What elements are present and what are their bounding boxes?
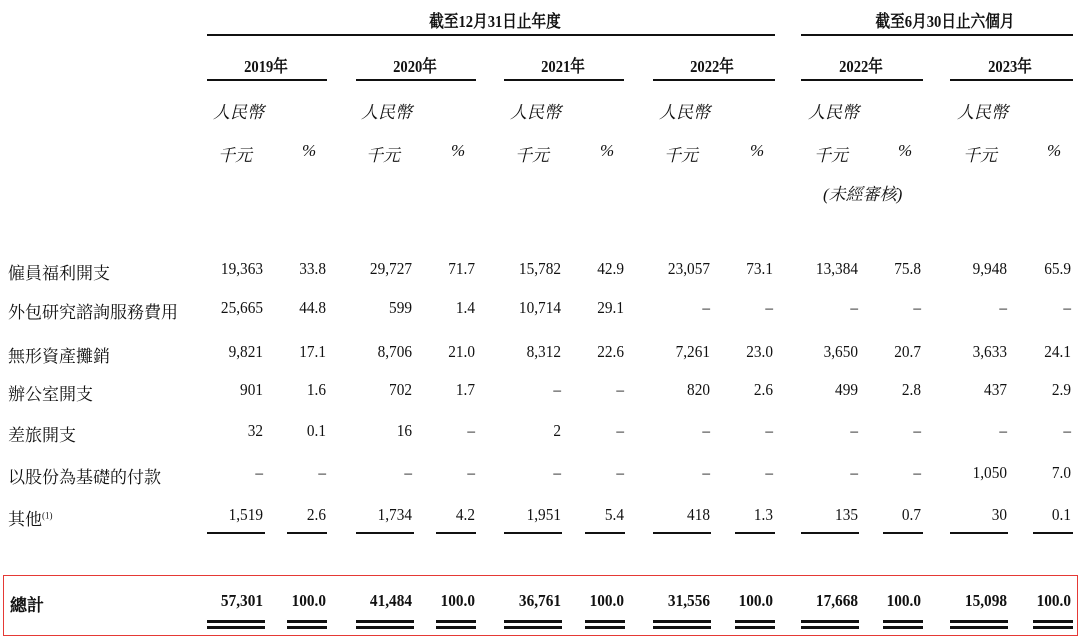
year-header: 2022年 — [839, 57, 883, 76]
percent-cell: 2.9 — [1051, 380, 1071, 399]
total-double-rule — [287, 626, 327, 629]
unit-header: 千元 — [664, 146, 698, 165]
percent-cell: 23.0 — [746, 342, 773, 361]
total-double-rule — [356, 620, 414, 623]
pct-header: % — [600, 141, 615, 160]
amount-cell: 437 — [984, 380, 1007, 399]
amount-cell: 9,821 — [228, 342, 263, 361]
amount-cell: 23,057 — [667, 259, 710, 278]
subtotal-rule — [585, 532, 625, 534]
amount-cell: 7,261 — [675, 342, 710, 361]
percent-cell: 73.1 — [746, 259, 773, 278]
total-double-rule — [801, 620, 859, 623]
pct-header: % — [898, 141, 913, 160]
amount-cell: 599 — [389, 298, 412, 317]
total-double-rule — [436, 626, 476, 629]
year-header: 2021年 — [541, 57, 585, 76]
amount-cell: 1,050 — [972, 463, 1007, 482]
total-amount-cell: 17,668 — [815, 591, 858, 610]
percent-cell: – — [765, 463, 773, 482]
year-header: 2022年 — [690, 57, 734, 76]
unit-header: 千元 — [218, 146, 252, 165]
amount-cell: 25,665 — [220, 298, 263, 317]
total-double-rule — [585, 626, 625, 629]
total-double-rule — [653, 626, 711, 629]
unit-header: 千元 — [515, 146, 549, 165]
percent-cell: 0.7 — [901, 505, 921, 524]
amount-cell: – — [702, 298, 710, 317]
subtotal-rule — [735, 532, 775, 534]
amount-cell: – — [850, 421, 858, 440]
percent-cell: – — [616, 463, 624, 482]
amount-cell: 9,948 — [972, 259, 1007, 278]
amount-cell: 418 — [687, 505, 710, 524]
pct-header: % — [302, 141, 317, 160]
amount-cell: 135 — [835, 505, 858, 524]
percent-cell: 1.7 — [455, 380, 475, 399]
amount-cell: 8,312 — [526, 342, 561, 361]
currency-header: 人民幣 — [361, 103, 412, 122]
total-double-rule — [1033, 620, 1073, 623]
total-double-rule — [653, 620, 711, 623]
total-double-rule — [801, 626, 859, 629]
subtotal-rule — [504, 532, 562, 534]
amount-cell: 499 — [835, 380, 858, 399]
percent-cell: – — [913, 463, 921, 482]
percent-cell: 1.4 — [455, 298, 475, 317]
amount-cell: 3,650 — [823, 342, 858, 361]
total-double-rule — [504, 620, 562, 623]
subtotal-rule — [436, 532, 476, 534]
percent-cell: – — [467, 463, 475, 482]
subtotal-rule — [653, 532, 711, 534]
currency-header: 人民幣 — [659, 103, 710, 122]
amount-cell: 901 — [240, 380, 263, 399]
percent-cell: – — [616, 380, 624, 399]
percent-cell: 7.0 — [1051, 463, 1071, 482]
percent-cell: 21.0 — [448, 342, 475, 361]
amount-cell: – — [553, 380, 561, 399]
subtotal-rule — [356, 532, 414, 534]
percent-cell: 5.4 — [604, 505, 624, 524]
total-amount-cell: 41,484 — [369, 591, 412, 610]
total-percent-cell: 100.0 — [738, 591, 773, 610]
unit-header: 千元 — [963, 146, 997, 165]
total-double-rule — [356, 626, 414, 629]
amount-cell: 19,363 — [220, 259, 263, 278]
year-rule — [356, 79, 476, 81]
percent-cell: 1.6 — [306, 380, 326, 399]
row-label: 無形資產攤銷 — [8, 347, 110, 366]
row-label: 僱員福利開支 — [8, 264, 110, 283]
row-label: 差旅開支 — [8, 426, 76, 445]
unit-header: 千元 — [366, 146, 400, 165]
percent-cell: 65.9 — [1044, 259, 1071, 278]
year-rule — [801, 79, 923, 81]
amount-cell: 13,384 — [815, 259, 858, 278]
percent-cell: 24.1 — [1044, 342, 1071, 361]
subtotal-rule — [287, 532, 327, 534]
amount-cell: – — [850, 463, 858, 482]
percent-cell: 44.8 — [299, 298, 326, 317]
currency-header: 人民幣 — [808, 103, 859, 122]
amount-cell: – — [999, 421, 1007, 440]
subtotal-rule — [207, 532, 265, 534]
total-double-rule — [207, 626, 265, 629]
total-percent-cell: 100.0 — [589, 591, 624, 610]
percent-cell: 71.7 — [448, 259, 475, 278]
amount-cell: 32 — [247, 421, 263, 440]
percent-cell: 29.1 — [597, 298, 624, 317]
amount-cell: 16 — [396, 421, 412, 440]
percent-cell: – — [765, 421, 773, 440]
percent-cell: – — [1063, 298, 1071, 317]
percent-cell: 2.6 — [753, 380, 773, 399]
total-amount-cell: 36,761 — [518, 591, 561, 610]
total-double-rule — [504, 626, 562, 629]
amount-cell: 1,519 — [228, 505, 263, 524]
percent-cell: 2.8 — [901, 380, 921, 399]
row-label: 以股份為基礎的付款 — [8, 468, 161, 487]
period-header-hy: 截至6月30日止六個月 — [875, 12, 1015, 31]
percent-cell: – — [913, 421, 921, 440]
amount-cell: – — [255, 463, 263, 482]
total-double-rule — [585, 620, 625, 623]
percent-cell: 4.2 — [455, 505, 475, 524]
total-percent-cell: 100.0 — [440, 591, 475, 610]
subtotal-rule — [950, 532, 1008, 534]
amount-cell: 702 — [389, 380, 412, 399]
footnote-marker: (1) — [42, 510, 53, 521]
total-double-rule — [436, 620, 476, 623]
amount-cell: 1,734 — [377, 505, 412, 524]
total-double-rule — [883, 626, 923, 629]
percent-cell: – — [616, 421, 624, 440]
total-double-rule — [950, 620, 1008, 623]
percent-cell: – — [467, 421, 475, 440]
subtotal-rule — [883, 532, 923, 534]
currency-header: 人民幣 — [213, 103, 264, 122]
percent-cell: – — [765, 298, 773, 317]
amount-cell: – — [702, 463, 710, 482]
percent-cell: – — [318, 463, 326, 482]
year-header: 2020年 — [393, 57, 437, 76]
subtotal-rule — [801, 532, 859, 534]
total-double-rule — [735, 626, 775, 629]
percent-cell: – — [913, 298, 921, 317]
percent-cell: 42.9 — [597, 259, 624, 278]
amount-cell: – — [999, 298, 1007, 317]
period-header-fy: 截至12月31日止年度 — [429, 12, 561, 31]
row-label: 外包研究諮詢服務費用 — [8, 303, 178, 322]
total-double-rule — [950, 626, 1008, 629]
amount-cell: 1,951 — [526, 505, 561, 524]
amount-cell: – — [404, 463, 412, 482]
amount-cell: 29,727 — [369, 259, 412, 278]
amount-cell: 8,706 — [377, 342, 412, 361]
currency-header: 人民幣 — [510, 103, 561, 122]
total-percent-cell: 100.0 — [1036, 591, 1071, 610]
unit-header: 千元 — [814, 146, 848, 165]
amount-cell: 2 — [553, 421, 561, 440]
year-header: 2019年 — [244, 57, 288, 76]
pct-header: % — [750, 141, 765, 160]
amount-cell: 30 — [991, 505, 1007, 524]
total-amount-cell: 31,556 — [667, 591, 710, 610]
percent-cell: 33.8 — [299, 259, 326, 278]
amount-cell: 15,782 — [518, 259, 561, 278]
year-rule — [207, 79, 327, 81]
row-label-text: 其他 — [8, 510, 42, 529]
percent-cell: 17.1 — [299, 342, 326, 361]
percent-cell: – — [1063, 421, 1071, 440]
percent-cell: 20.7 — [894, 342, 921, 361]
total-double-rule — [735, 620, 775, 623]
percent-cell: 1.3 — [753, 505, 773, 524]
total-amount-cell: 15,098 — [964, 591, 1007, 610]
year-rule — [950, 79, 1073, 81]
period-rule-fy — [207, 34, 775, 36]
year-header: 2023年 — [988, 57, 1032, 76]
total-percent-cell: 100.0 — [291, 591, 326, 610]
amount-cell: 820 — [687, 380, 710, 399]
amount-cell: 10,714 — [518, 298, 561, 317]
unaudited-note: (未經審核) — [823, 185, 903, 204]
total-double-rule — [1033, 626, 1073, 629]
percent-cell: 0.1 — [1051, 505, 1071, 524]
percent-cell: 75.8 — [894, 259, 921, 278]
period-rule-hy — [801, 34, 1073, 36]
amount-cell: – — [850, 298, 858, 317]
percent-cell: 22.6 — [597, 342, 624, 361]
subtotal-rule — [1033, 532, 1073, 534]
total-percent-cell: 100.0 — [886, 591, 921, 610]
pct-header: % — [1047, 141, 1062, 160]
total-double-rule — [207, 620, 265, 623]
amount-cell: 3,633 — [972, 342, 1007, 361]
year-rule — [653, 79, 775, 81]
currency-header: 人民幣 — [957, 103, 1008, 122]
row-label: 辦公室開支 — [8, 385, 93, 404]
row-label-other — [8, 505, 53, 530]
total-label: 總計 — [10, 596, 44, 615]
year-rule — [504, 79, 624, 81]
total-double-rule — [287, 620, 327, 623]
pct-header: % — [451, 141, 466, 160]
percent-cell: 2.6 — [306, 505, 326, 524]
total-amount-cell: 57,301 — [220, 591, 263, 610]
total-double-rule — [883, 620, 923, 623]
percent-cell: 0.1 — [306, 421, 326, 440]
amount-cell: – — [553, 463, 561, 482]
amount-cell: – — [702, 421, 710, 440]
